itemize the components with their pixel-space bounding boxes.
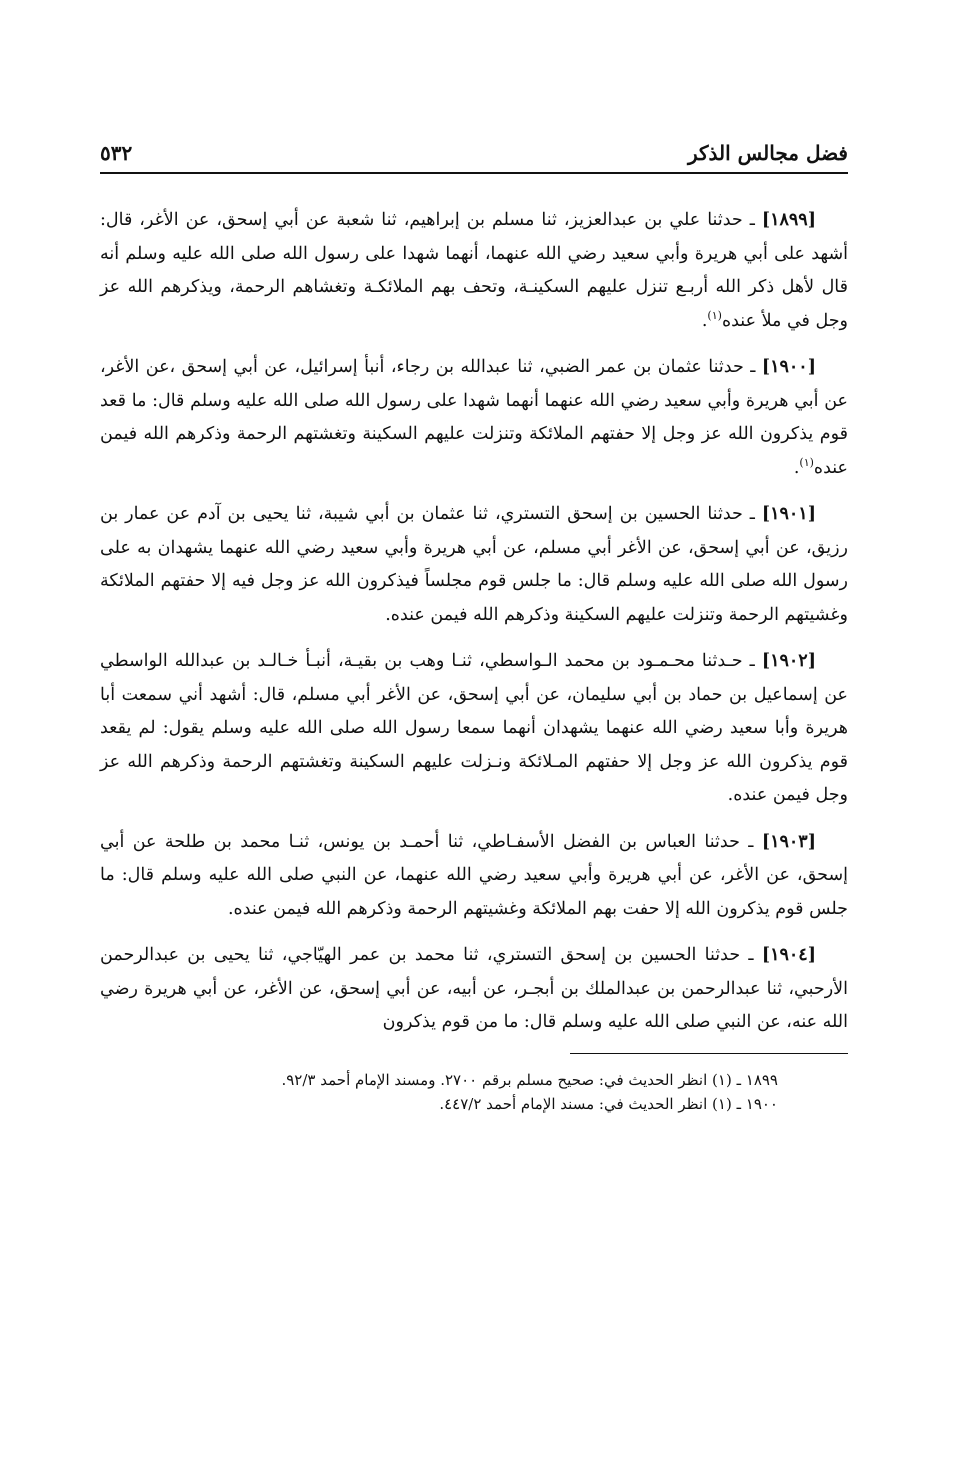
- hadith-paragraph: [100, 204, 848, 338]
- hadith-paragraph: [100, 645, 848, 813]
- hadith-paragraph: [100, 498, 848, 632]
- hadith-number: [١٩٠٣]: [761, 831, 816, 852]
- book-page: [100, 138, 848, 1116]
- footnote-reference[interactable]: (١): [707, 308, 722, 322]
- hadith-text-end: .: [701, 310, 708, 331]
- hadith-number: [١٨٩٩]: [761, 210, 816, 230]
- footnote-reference[interactable]: (١): [799, 455, 814, 469]
- hadith-paragraph: [100, 826, 848, 927]
- hadith-text: ـ حدثنا الحسين بن إسحق التستري، ثنا عثمان بن أبي شيبة، ثنا يحيى بن آدم عن عمار بن رزيق، عن أبي إسحق، عن الأغر أبي مسلم، عن أبي هريرة وأبي سعيد رضي الله عنهما يشهدان به على رسول الله صلى الله عليه وسلم قال: ما جلس قوم مجلساً فيذكرون الله عز وجل فيه إلا حفتهم الملائكة وغشيتهم الرحمة وتنزلت عليهم السكينة وذكرهم الله فيمن عنده.: [100, 504, 848, 625]
- running-header: [100, 138, 848, 174]
- hadith-number: [١٩٠٢]: [761, 651, 816, 671]
- footnote: ١٩٠٠ ـ (١) انظر الحديث في: مسند الإمام أحمد ٤٤٧/٢.: [439, 1094, 778, 1113]
- hadith-paragraph: [100, 939, 848, 1040]
- page-number: ٥٣٢: [100, 141, 133, 165]
- hadith-text: ـ حدثنا العباس بن الفضل الأسفـاطي، ثنا أحمـد بن يونس، ثنـا محمد بن طلحة عن أبي إسحق، عن الأغر، عن أبي هريرة وأبي سعيد رضي الله عنهما، عن النبي صلى الله عليه وسلم قال: ما جلس قوم يذكرون الله إلا حفت بهم الملائكة وغشيتهم الرحمة وذكرهم الله فيمن عنده.: [100, 831, 848, 919]
- footnote: ١٨٩٩ ـ (١) انظر الحديث في: صحيح مسلم برقم ٢٧٠٠. ومسند الإمام أحمد ٩٢/٣.: [281, 1070, 778, 1089]
- running-title: فضل مجالس الذكر: [688, 141, 848, 165]
- body-text: [100, 204, 848, 1040]
- hadith-number: [١٩٠١]: [761, 504, 816, 524]
- hadith-text: ـ حـدثنا محـمـود بن محمد الـواسطي، ثنـا وهب بن بقيـة، أنبـأ خـالـد بن عبدالله الواسطي عن إسماعيل بن حماد بن أبي سليمان، عن أبي إسحق، عن الأغر أبي مسلم، قال: أشهد أني سمعت أبا هريرة وأبا سعيد رضي الله عنهما يشهدان أنهما سمعا رسول الله صلى الله عليه وسلم يقول: لم يقعد قوم يذكرون الله عز وجل إلا حفتهم المـلائكة ونـزلت عليهم السكينة وتغشتهم الرحمة وذكرهم الله عز وجل فيمن عنده.: [100, 651, 848, 805]
- hadith-paragraph: [100, 351, 848, 485]
- footnote-divider: [570, 1053, 848, 1054]
- hadith-text: ـ حدثنا علي بن عبدالعزيز، ثنا مسلم بن إبراهيم، ثنا شعبة عن أبي إسحق، عن الأغر، قال: أشهد على أبي هريرة وأبي سعيد رضي الله عنهما، أنهما شهدا على رسول الله صلى الله عليه وسلم أنه قال لأهل ذكر الله أربـع تنزل عليهم السكينـة، وتحف بهم الملائكـة وتغشاهم الرحمة، ويذكرهم الله عز وجل في ملأ عنده: [100, 210, 848, 331]
- hadith-text: ـ حدثنا عثمان بن عمر الضبي، ثنا عبدالله بن رجاء، أنبأ إسرائيل، عن أبي إسحق ،عن الأغر، عن أبي هريرة وأبي سعيد رضي الله عنهما أنهما شهدا على رسول الله صلى الله عليه وسلم قال: ما قعد قوم يذكرون الله عز وجل إلا حفتهم الملائكة وتنزلت عليهم السكينة وتغشتهم الرحمة وذكرهم الله فيمن عنده: [100, 357, 848, 478]
- hadith-number: [١٩٠٠]: [761, 357, 816, 377]
- hadith-text-end: .: [793, 457, 800, 478]
- footnotes: [100, 1068, 848, 1116]
- hadith-number: [١٩٠٤]: [761, 945, 816, 965]
- hadith-text: ـ حدثنا الحسين بن إسحق التستري، ثنا محمد بن عمر الهيّاجي، ثنا يحيى بن عبدالرحمن الأرحبي، ثنا عبدالرحمن بن عبدالملك بن أبجـر، عن أبيه، عن أبي إسحق، عن الأغر، عن أبي هريرة رضي الله عنه، عن النبي صلى الله عليه وسلم قال: ما من قوم يذكرون: [100, 945, 848, 1032]
